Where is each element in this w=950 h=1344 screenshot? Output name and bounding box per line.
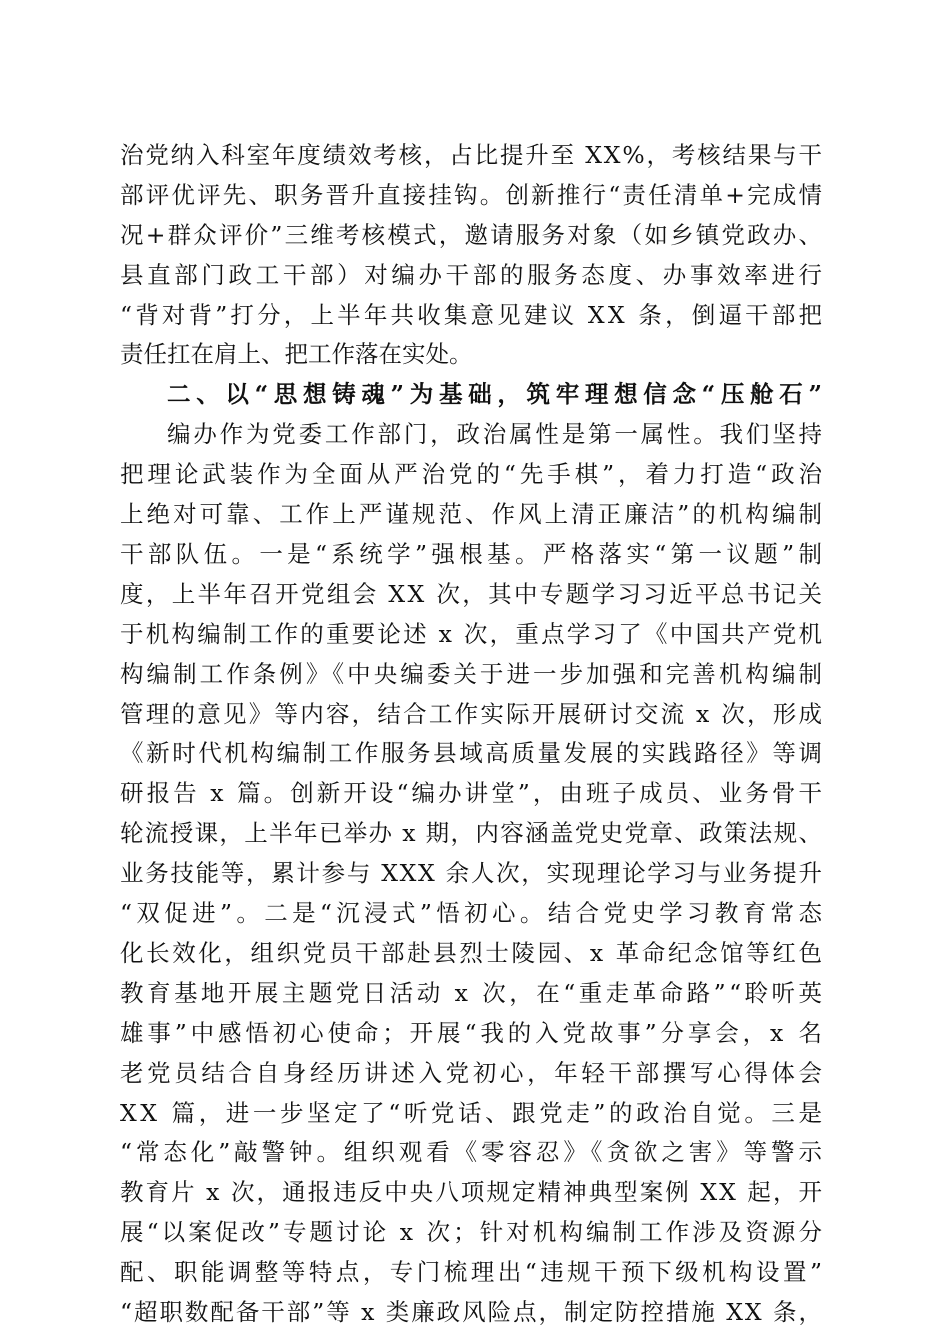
- body-text-line: “常态化”敲警钟。组织观看《零容忍》《贪欲之害》等警示: [120, 1138, 826, 1166]
- body-text-line: 研报告 x 篇。创新开设“编办讲堂”，由班子成员、业务骨干: [120, 779, 826, 807]
- body-text-line: 上绝对可靠、工作上严谨规范、作风上清正廉洁”的机构编制: [120, 500, 826, 528]
- body-text-line: 《新时代机构编制工作服务县域高质量发展的实践路径》等调: [120, 739, 825, 767]
- body-text-line: 雄事”中感悟初心使命；开展“我的入党故事”分享会，x 名: [120, 1019, 826, 1047]
- body-text-line: 教育基地开展主题党日活动 x 次，在“重走革命路”“聆听英: [120, 979, 826, 1007]
- body-text-line: 部评优评先、职务晋升直接挂钩。创新推行“责任清单+完成情: [120, 181, 825, 209]
- body-text-line: 治党纳入科室年度绩效考核，占比提升至 XX%，考核结果与干: [120, 141, 824, 169]
- section-heading: 二、以“思想铸魂”为基础，筑牢理想信念“压舱石”: [167, 380, 828, 408]
- body-text-line: 构编制工作条例》《中央编委关于进一步加强和完善机构编制: [120, 660, 826, 688]
- body-text-line: 责任扛在肩上、把工作落在实处。: [120, 340, 473, 368]
- body-text-line: 业务技能等，累计参与 XXX 余人次，实现理论学习与业务提升: [120, 859, 824, 887]
- body-text-line: 展“以案促改”专题讨论 x 次；针对机构编制工作涉及资源分: [120, 1218, 826, 1246]
- body-text-line: 轮流授课，上半年已举办 x 期，内容涵盖党史党章、政策法规、: [120, 819, 824, 847]
- body-text-line: 老党员结合自身经历讲述入党初心，年轻干部撰写心得体会: [120, 1059, 826, 1087]
- body-text-line: 度，上半年召开党组会 XX 次，其中专题学习习近平总书记关: [120, 580, 825, 608]
- body-text-line: “超职数配备干部”等 x 类廉政风险点，制定防控措施 XX 条，: [120, 1298, 824, 1326]
- body-text-line: “双促进”。二是“沉浸式”悟初心。结合党史学习教育常态: [120, 899, 827, 927]
- body-text-line: 教育片 x 次，通报违反中央八项规定精神典型案例 XX 起，开: [120, 1178, 825, 1206]
- body-text-line: 化长效化，组织党员干部赴县烈士陵园、x 革命纪念馆等红色: [120, 939, 825, 967]
- body-text-line: 况+群众评价”三维考核模式，邀请服务对象（如乡镇党政办、: [120, 221, 825, 249]
- body-text-line: 配、职能调整等特点，专门梳理出“违规干预下级机构设置”: [120, 1258, 826, 1286]
- body-text-line: 管理的意见》等内容，结合工作实际开展研讨交流 x 次，形成: [120, 700, 825, 728]
- body-text-line: 干部队伍。一是“系统学”强根基。严格落实“第一议题”制: [120, 540, 827, 568]
- body-text-line: 把理论武装作为全面从严治党的“先手棋”，着力打造“政治: [120, 460, 826, 488]
- body-text-line: 编办作为党委工作部门，政治属性是第一属性。我们坚持: [167, 420, 825, 448]
- body-text-line: 县直部门政工干部）对编办干部的服务态度、办事效率进行: [120, 261, 826, 289]
- body-text-line: 于机构编制工作的重要论述 x 次，重点学习了《中国共产党机: [120, 620, 825, 648]
- body-text-line: “背对背”打分，上半年共收集意见建议 XX 条，倒逼干部把: [120, 301, 826, 329]
- body-text-line: XX 篇，进一步坚定了“听党话、跟党走”的政治自觉。三是: [120, 1099, 826, 1127]
